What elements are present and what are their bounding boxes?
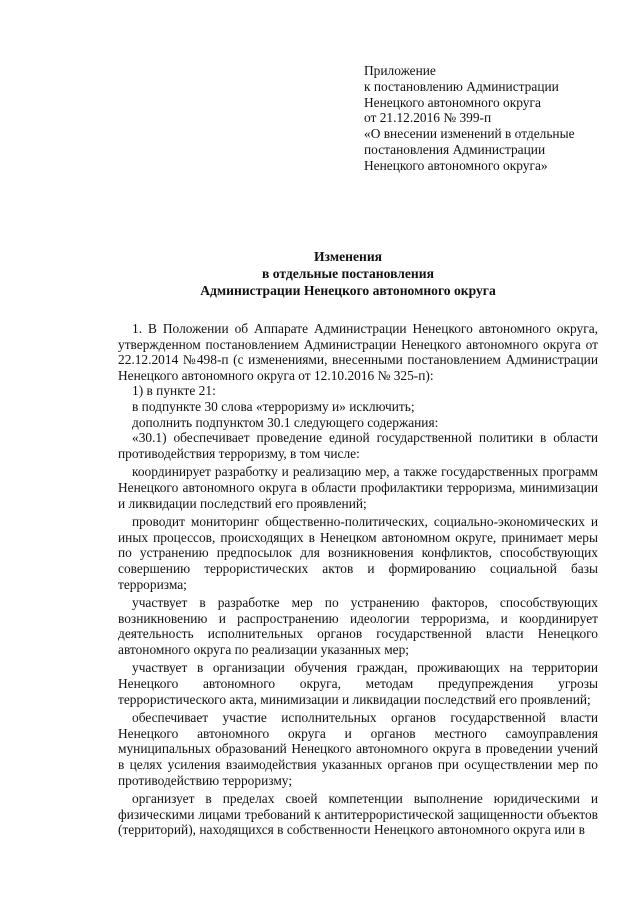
document-title <box>118 248 578 299</box>
paragraph-4: дополнить подпунктом 30.1 следующего содержания: <box>132 414 439 430</box>
paragraph-11: организует в пределах своей компетенции выполнение юридическими и физическими лицами требований к антитеррористической защищенности объектов (территорий), находящихся в собственности Ненецкого автономного округа или в <box>118 791 598 838</box>
paragraph-3: в подпункте 30 слова «терроризму и» исключить; <box>132 398 415 414</box>
document-body <box>118 321 598 838</box>
paragraph-5: «30.1) обеспечивает проведение единой государственной политики в области противодействия терроризму, в том числе: <box>118 430 598 461</box>
appendix-line: к постановлению Администрации <box>364 78 559 94</box>
appendix-line: постановления Администрации <box>364 141 546 157</box>
paragraph-7: проводит мониторинг общественно-политических, социально-экономических и иных процессов, происходящих в Ненецком автономном округе, принимает меры по устранению предпосылок для возникновения конфликтов, способствующих совершению террористических актов и формированию социальной базы терроризма; <box>118 514 598 592</box>
title-line: Изменения <box>313 249 383 264</box>
paragraph-10: обеспечивает участие исполнительных органов государственной власти Ненецкого автономного округа и органов местного самоуправления муниципальных образований Ненецкого автономного округа в проведении учений в целях усиления взаимодействия указанных органов при осуществлении мер по противодействию терроризму; <box>118 710 598 788</box>
appendix-line: от 21.12.2016 № 399-п <box>364 110 492 126</box>
appendix-line: Приложение <box>364 63 436 78</box>
paragraph-2: 1) в пункте 21: <box>132 383 216 399</box>
paragraph-8: участвует в разработке мер по устранению факторов, способствующих возникновению и распространению идеологии терроризма, и координирует деятельность исполнительных органов государственной власти Ненецкого автономного округа по реализации указанных мер; <box>118 595 598 657</box>
appendix-line: Ненецкого автономного округа» <box>364 157 548 173</box>
appendix-line: Ненецкого автономного округа <box>364 94 541 110</box>
title-line: в отдельные постановления <box>262 266 434 281</box>
appendix-line: «О внесении изменений в отдельные <box>364 126 575 142</box>
paragraph-9: участвует в организации обучения граждан, проживающих на территории Ненецкого автономного округа, методам предупреждения угрозы террористического акта, минимизации и ликвидации последствий его проявлений; <box>118 660 598 707</box>
appendix-header <box>364 63 624 174</box>
title-line: Администрации Ненецкого автономного округа <box>200 283 496 298</box>
paragraph-1: 1. В Положении об Аппарате Администрации Ненецкого автономного округа, утвержденном постановлением Администрации Ненецкого автономного округа от 22.12.2014 №498-п (с изменениями, внесенными постановлением Администрации Ненецкого автономного округа от 12.10.2016 № 325-п): <box>118 321 598 383</box>
paragraph-6: координирует разработку и реализацию мер, а также государственных программ Ненецкого автономного округа в области профилактики терроризма, минимизации и ликвидации последствий его проявлений; <box>118 464 598 511</box>
